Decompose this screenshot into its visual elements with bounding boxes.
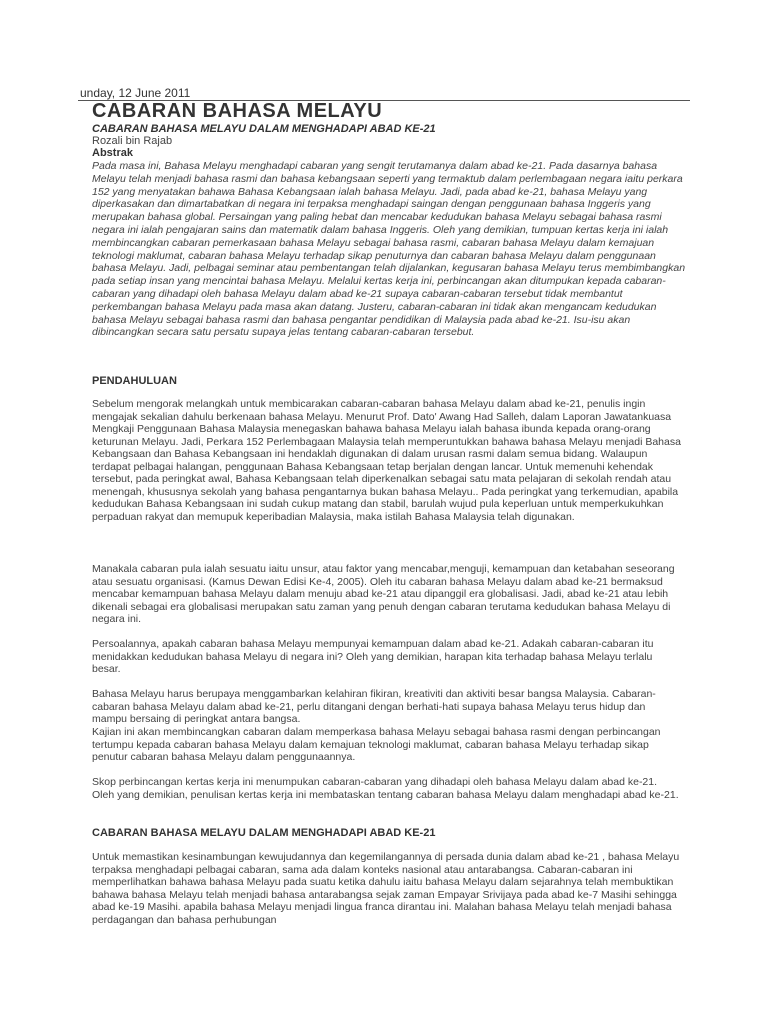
section-heading-cabaran: CABARAN BAHASA MELAYU DALAM MENGHADAPI ABAD KE-21 bbox=[92, 827, 436, 839]
paragraph: Manakala cabaran pula ialah sesuatu iaitu unsur, atau faktor yang mencabar,menguji, kemampuan dan ketabahan seseorang atau sesuatu organisasi. (Kamus Dewan Edisi Ke-4, 2005). Oleh itu cabaran bahasa Melayu dalam abad ke-21 bermaksud mencabar kemampuan bahasa Melayu dalam menuju abad ke-21 atau dipanggil era globalisasi. Jadi, abad ke-21 atau lebih dikenali sebagai era globalisasi merupakan satu zaman yang penuh dengan cabaran terutama kedudukan bahasa Melayu di negara ini. bbox=[92, 563, 675, 625]
author-name: Rozali bin Rajab bbox=[92, 135, 173, 147]
post-date: unday, 12 June 2011 bbox=[80, 86, 191, 100]
paragraph: Sebelum mengorak melangkah untuk membicarakan cabaran-cabaran bahasa Melayu dalam abad ke-21, penulis ingin mengajak sekalian dahulu berkenaan bahasa Melayu. Menurut Prof. Dato' Awang Had Salleh, dalam Laporan Jawatankuasa Mengkaji Penggunaan Bahasa Malaysia menegaskan bahawa bahasa Melayu ialah bahasa ibunda kepada orang-orang keturunan Melayu. Jadi, Perkara 152 Perlembagaan Malaysia telah memperuntukkan bahawa bahasa Melayu menjadi Bahasa Kebangsaan dan Bahasa Kebangsaan ini hendaklah digunakan di dalam urusan rasmi dalam semua bidang. Walaupun terdapat pelbagai halangan, penggunaan Bahasa Kebangsaan tetap berjalan dengan lancar. Untuk memenuhi kehendak tersebut, pada peringkat awal, Bahasa Kebangsaan telah diperkenalkan sebagai satu mata pelajaran di sekolah rendah atau menengah, khususnya sekolah yang bahasa pengantarnya bukan bahasa Melayu.. Pada peringkat yang terkemudian, apabila kedudukan Bahasa Kebangsaan ini sudah cukup matang dan stabil, barulah wujud pula keperluan untuk memperkukuhkan perpaduan rakyat dan memupuk keperibadian Malaysia, maka istilah Bahasa Malaysia telah digunakan. bbox=[92, 398, 681, 523]
abstract-text: Pada masa ini, Bahasa Melayu menghadapi cabaran yang sengit terutamanya dalam abad ke-21. Pada dasarnya bahasa Melayu telah menjadi bahasa rasmi dan bahasa kebangsaan seperti yang termaktub dalam perlembagaan negara iaitu perkara 152 yang menyatakan bahawa Bahasa Kebangsaan ialah bahasa Melayu. Jadi, pada abad ke-21, bahasa Melayu yang diperkasakan dan dimartabatkan di negara ini terpaksa menghadapi saingan dengan penggunaan bahasa Inggeris yang merupakan bahasa global. Persaingan yang paling hebat dan mencabar kedudukan bahasa Melayu sebagai bahasa rasmi negara ini ialah pengajaran sains dan matematik dalam bahasa Inggeris. Oleh yang demikian, tumpuan kertas kerja ini ialah membincangkan cabaran pemerkasaan bahasa Melayu sebagai bahasa rasmi, cabaran bahasa Melayu dalam kemajuan teknologi maklumat, cabaran bahasa Melayu terhadap sikap penuturnya dan cabaran bahasa Melayu dalam penggunaan bahasa Melayu. Jadi, pelbagai seminar atau pembentangan telah dijalankan, kegusaran bahasa Melayu terus membimbangkan pada setiap insan yang mencintai bahasa Melayu. Melalui kertas kerja ini, perbincangan akan ditumpukan kepada cabaran-cabaran yang dihadapi oleh bahasa Melayu dalam abad ke-21 supaya cabaran-cabaran tersebut tidak membantut perkembangan bahasa Melayu pada masa akan datang. Justeru, cabaran-cabaran ini tidak akan mengancam kedudukan bahasa Melayu sebagai bahasa rasmi dan bahasa pengantar pendidikan di Malaysia pada abad ke-21. Isu-isu akan dibincangkan secara satu persatu supaya jelas tentang cabaran-cabaran tersebut. bbox=[92, 160, 686, 339]
abstract-heading: Abstrak bbox=[92, 147, 133, 159]
paragraph: Untuk memastikan kesinambungan kewujudannya dan kegemilangannya di persada dunia dalam abad ke-21 , bahasa Melayu terpaksa menghadapi pelbagai cabaran, sama ada dalam konteks nasional atau antarabangsa. Cabaran-cabaran ini memperlihatkan bahawa bahasa Melayu pada suatu ketika dahulu iaitu bahasa Melayu dalam sejarahnya telah membuktikan bahawa bahasa Melayu telah menjadi bahasa antarabangsa sejak zaman Empayar Srivijaya pada abad ke-7 Masihi sehingga abad ke-19 Masihi. apabila bahasa Melayu menjadi lingua franca dirantau ini. Malahan bahasa Melayu telah menjadi bahasa perdagangan dan bahasa perhubungan bbox=[92, 851, 680, 926]
section-heading-pendahuluan: PENDAHULUAN bbox=[92, 375, 177, 387]
paragraph: Skop perbincangan kertas kerja ini menumpukan cabaran-cabaran yang dihadapi oleh bahasa Melayu dalam abad ke-21. Oleh yang demikian, penulisan kertas kerja ini membataskan tentang cabaran bahasa Melayu dalam menghadapi abad ke-21. bbox=[92, 776, 679, 801]
post-subtitle: CABARAN BAHASA MELAYU DALAM MENGHADAPI ABAD KE-21 bbox=[92, 123, 436, 135]
post-title[interactable]: CABARAN BAHASA MELAYU bbox=[92, 100, 383, 122]
paragraph: Persoalannya, apakah cabaran bahasa Melayu mempunyai kemampuan dalam abad ke-21. Adakah cabaran-cabaran itu menidakkan kedudukan bahasa Melayu di negara ini? Oleh yang demikian, harapan kita terhadap bahasa Melayu terlalu besar. bbox=[92, 638, 654, 675]
paragraph: Bahasa Melayu harus berupaya menggambarkan kelahiran fikiran, kreativiti dan aktiviti besar bangsa Malaysia. Cabaran-cabaran bahasa Melayu dalam abad ke-21, perlu ditangani dengan berhati-hati supaya bahasa Melayu terus hidup dan mampu bersaing di peringkat antara bangsa. bbox=[92, 688, 656, 725]
paragraph: Kajian ini akan membincangkan cabaran dalam memperkasa bahasa Melayu sebagai bahasa rasmi dengan perbincangan tertumpu kepada cabaran bahasa Melayu dalam kemajuan teknologi maklumat, cabaran bahasa Melayu terhadap sikap penutur cabaran bahasa Melayu dalam penggunaannya. bbox=[92, 726, 661, 763]
